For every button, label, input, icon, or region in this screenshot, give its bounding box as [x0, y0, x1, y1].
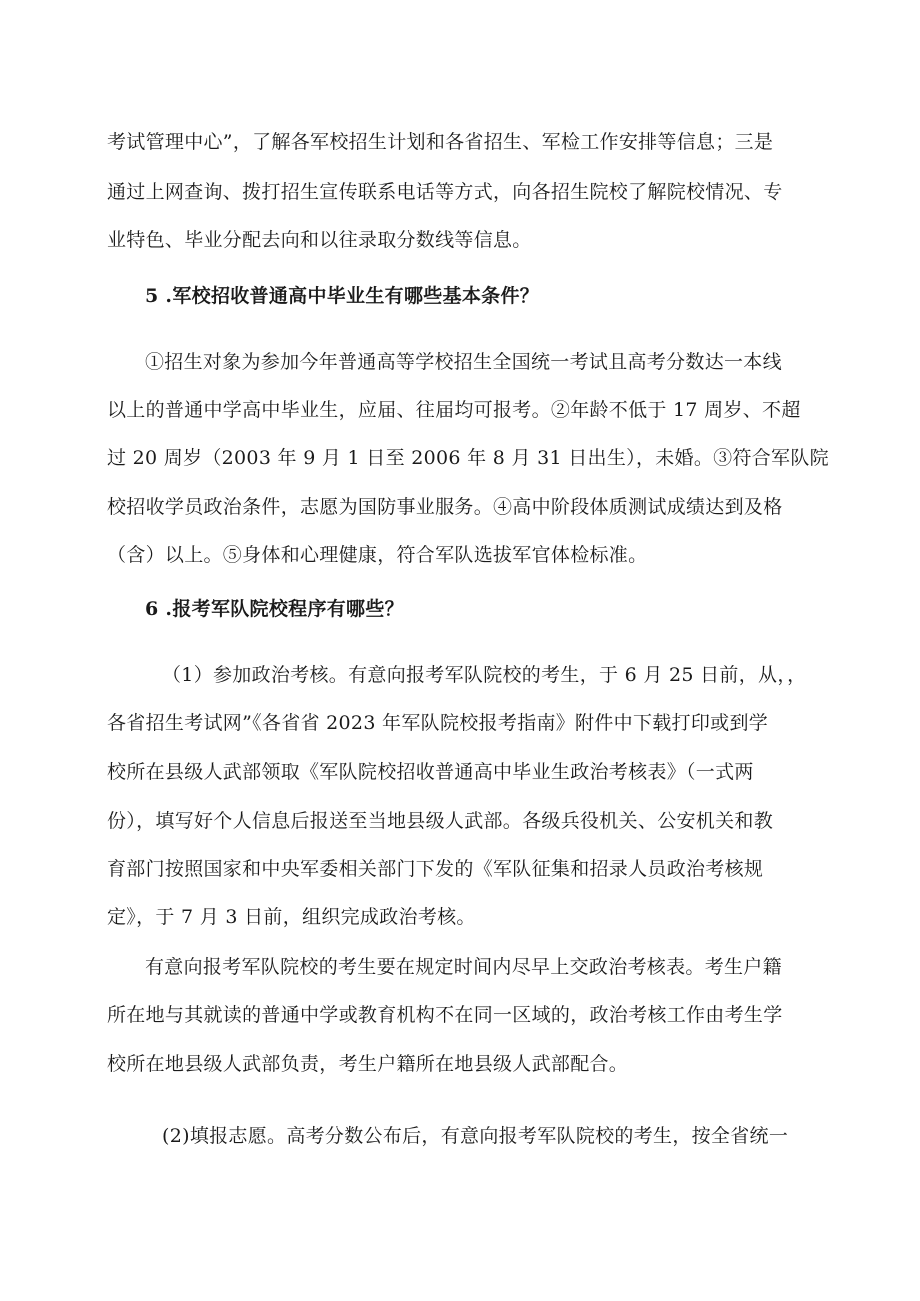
paragraph-line: 育部门按照国家和中央军委相关部门下发的《军队征集和招录人员政治考核规 [107, 858, 764, 880]
paragraph-line: 业特色、毕业分配去向和以往录取分数线等信息。 [107, 229, 532, 251]
paragraph-line: 考试管理中心”，了解各军校招生计划和各省招生、军检工作安排等信息；三是 [107, 131, 774, 153]
paragraph-line: 校所在县级人武部领取《军队院校招收普通高中毕业生政治考核表》（一式两 [107, 761, 754, 783]
paragraph-line: 定》，于 7 月 3 日前，组织完成政治考核。 [107, 906, 476, 928]
section-heading: 6 .报考军队院校程序有哪些？ [145, 598, 404, 620]
paragraph-line: 所在地与其就读的普通中学或教育机构不在同一区域的，政治考核工作由考生学 [107, 1004, 783, 1026]
paragraph-line: 通过上网查询、拨打招生宣传联系电话等方式，向各招生院校了解院校情况、专 [107, 181, 783, 203]
paragraph-line: 份），填写好个人信息后报送至当地县级人武部。各级兵役机关、公安机关和教 [107, 810, 774, 832]
paragraph-line: 校招收学员政治条件，志愿为国防事业服务。④高中阶段体质测试成绩达到及格 [107, 496, 783, 518]
paragraph-line: 有意向报考军队院校的考生要在规定时间内尽早上交政治考核表。考生户籍 [145, 956, 782, 978]
paragraph-line: （含）以上。⑤身体和心理健康，符合军队选拔军官体检标准。 [107, 544, 648, 566]
paragraph-line: 过 20 周岁（2003 年 9 月 1 日至 2006 年 8 月 31 日出生），未婚。③符合军队院 [107, 447, 829, 469]
paragraph-line: （1）参加政治考核。有意向报考军队院校的考生，于 6 月 25 日前，从，， [162, 664, 807, 686]
paragraph-line: 以上的普通中学高中毕业生，应届、往届均可报考。②年龄不低于 17 周岁、不超 [107, 399, 801, 421]
paragraph-line: 校所在地县级人武部负责，考生户籍所在地县级人武部配合。 [107, 1053, 629, 1075]
section-heading: 5 .军校招收普通高中毕业生有哪些基本条件？ [145, 285, 540, 307]
paragraph-line: ①招生对象为参加今年普通高等学校招生全国统一考试且高考分数达一本线 [145, 351, 782, 373]
paragraph-line: (2)填报志愿。高考分数公布后，有意向报考军队院校的考生，按全省统一 [162, 1125, 789, 1147]
paragraph-line: 各省招生考试网”《各省省 2023 年军队院校报考指南》附件中下载打印或到学 [107, 712, 769, 734]
